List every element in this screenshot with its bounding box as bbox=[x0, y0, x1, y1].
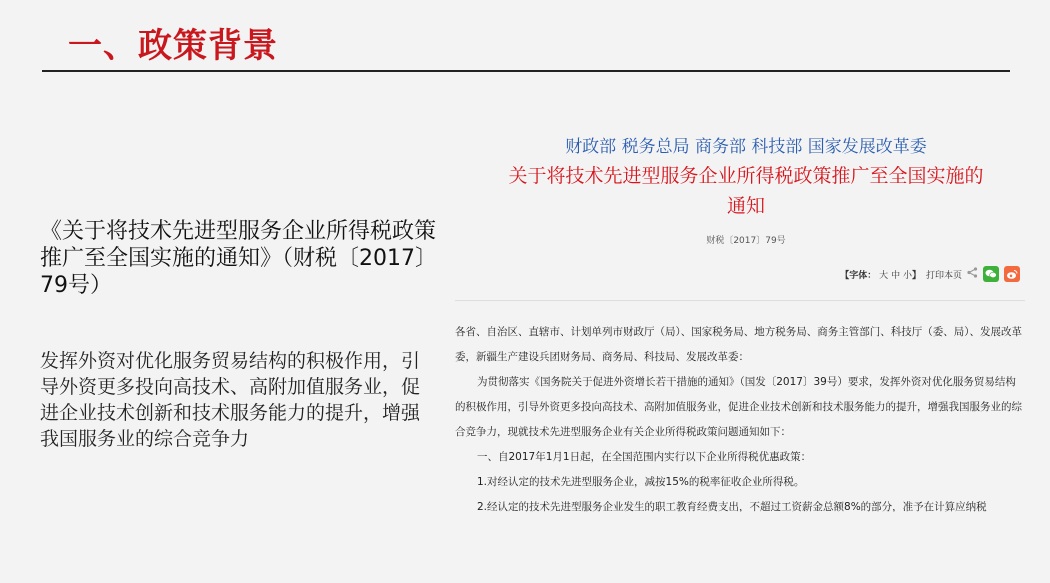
notice-title bbox=[455, 161, 1025, 221]
notice-screenshot bbox=[455, 120, 1025, 512]
notice-item-1: 一、自2017年1月1日起，在全国范围内实行以下企业所得税优惠政策： bbox=[477, 451, 812, 463]
notice-intro: 为贯彻落实《国务院关于促进外资增长若干措施的通知》（国发〔2017〕39号）要求，发挥外资对优化服务贸易结构的积极作用，引导外资更多投向高技术、高附加值服务业，促进企业技术创新和技术服务能力的提升，增强我国服务业的综合竞争力，现就技术先进型服务企业有关企业所得税政策问题通知如下： bbox=[455, 376, 1022, 438]
notice-item-1-1: 1.对经认定的技术先进型服务企业，减按15%的税率征收企业所得税。 bbox=[477, 476, 805, 488]
notice-toolbar bbox=[840, 266, 1020, 282]
font-label-text: 【字体： bbox=[840, 270, 877, 281]
font-size-large[interactable]: 大 bbox=[879, 270, 889, 281]
notice-issuers: 财政部 税务总局 商务部 科技部 国家发展改革委 bbox=[565, 137, 927, 157]
share-icon[interactable] bbox=[967, 267, 978, 281]
font-size-label bbox=[840, 268, 921, 281]
wechat-icon[interactable] bbox=[983, 266, 999, 282]
notice-recipients: 各省、自治区、直辖市、计划单列市财政厅（局）、国家税务局、地方税务局、商务主管部门、科技厅（委、局）、发展改革委，新疆生产建设兵团财务局、商务局、科技局、发展改革委： bbox=[455, 326, 1022, 363]
font-size-medium[interactable]: 中 bbox=[891, 270, 901, 281]
policy-summary: 发挥外资对优化服务贸易结构的积极作用，引导外资更多投向高技术、高附加值服务业，促进企业技术创新和技术服务能力的提升，增强我国服务业的综合竞争力 bbox=[40, 350, 421, 450]
font-label-close: 】 bbox=[911, 270, 921, 281]
doc-reference: 《关于将技术先进型服务企业所得税政策推广至全国实施的通知》（财税〔2017〕79号） bbox=[40, 219, 437, 298]
slide-title: 一、政策背景 bbox=[68, 26, 278, 66]
notice-item-1-2: 2.经认定的技术先进型服务企业发生的职工教育经费支出，不超过工资薪金总额8%的部分，准予在计算应纳税 bbox=[477, 501, 987, 512]
notice-title-line1: 关于将技术先进型服务企业所得税政策推广至全国实施的 bbox=[508, 165, 984, 187]
notice-title-line2: 通知 bbox=[726, 195, 765, 217]
notice-doc-number: 财税〔2017〕79号 bbox=[706, 236, 786, 246]
font-size-small[interactable]: 小 bbox=[902, 270, 912, 281]
print-link[interactable]: 打印本页 bbox=[925, 270, 962, 281]
weibo-icon[interactable] bbox=[1004, 266, 1020, 282]
notice-body bbox=[455, 320, 1023, 512]
notice-divider bbox=[455, 300, 1025, 301]
title-divider bbox=[42, 70, 1010, 72]
